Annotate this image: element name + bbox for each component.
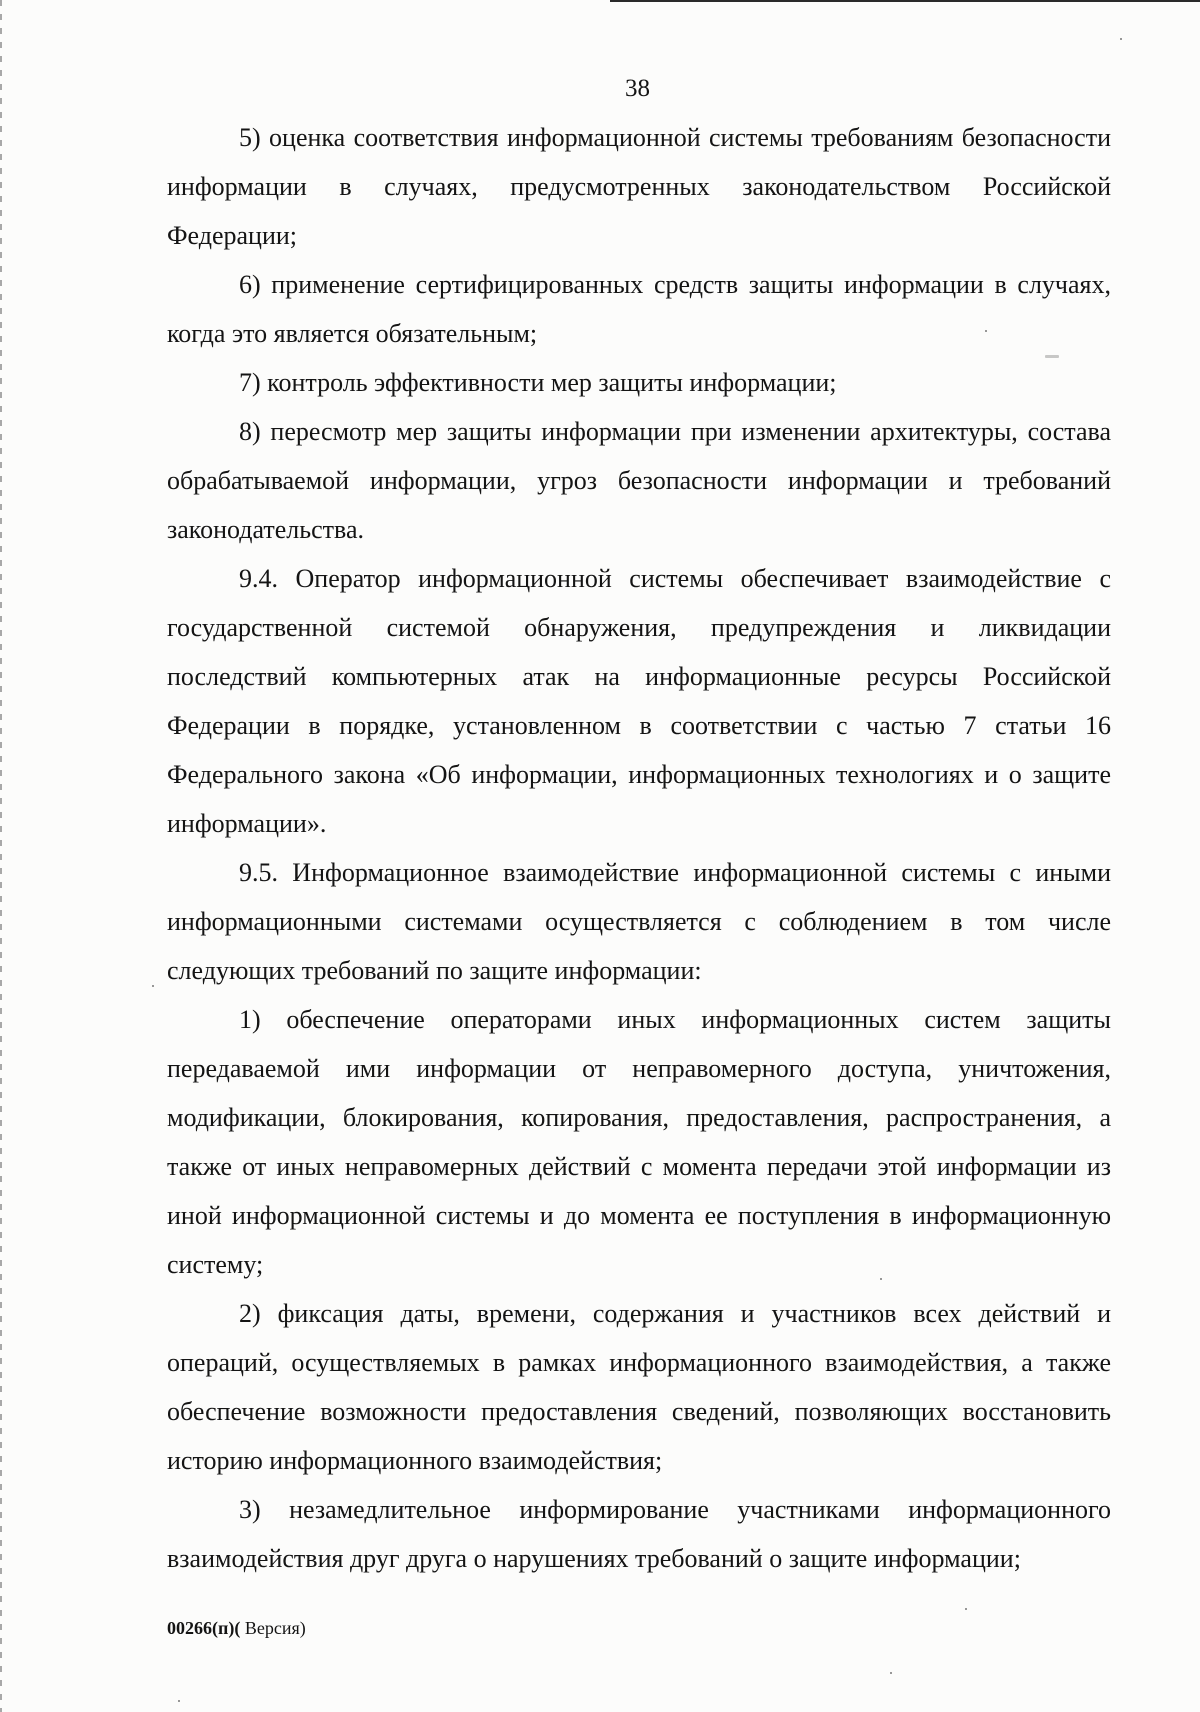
version-label: Версия) xyxy=(240,1618,306,1638)
scan-speck xyxy=(1120,38,1122,40)
scan-speck xyxy=(985,330,987,332)
paragraph-subitem-3: 3) незамедлительное информирование участниками информационного взаимодействия друг друга о нарушениях требований о защите информации; xyxy=(167,1495,1111,1573)
scan-speck xyxy=(880,1278,882,1280)
paragraph-subitem-1: 1) обеспечение операторами иных информационных систем защиты передаваемой ими информации от неправомерного доступа, уничтожения, модификации, блокирования, копирования, предоставления, распространения, а также от иных неправомерных действий с момента передачи этой информации из иной информационной системы и до момента ее поступления в информационную систему; xyxy=(167,1005,1111,1279)
paragraph-item-8: 8) пересмотр мер защиты информации при изменении архитектуры, состава обрабатываемой информации, угроз безопасности информации и требований законодательства. xyxy=(167,417,1111,544)
document-code: 00266(п)( xyxy=(167,1618,241,1638)
paragraph-section-9-5: 9.5. Информационное взаимодействие информационной системы с иными информационными системами осуществляется с соблюдением в том числе следующих требований по защите информации: xyxy=(167,858,1111,985)
document-footer xyxy=(167,1617,306,1639)
paragraph-item-7: 7) контроль эффективности мер защиты информации; xyxy=(239,368,837,397)
top-scan-edge xyxy=(610,0,1200,2)
paragraph-item-6: 6) применение сертифицированных средств защиты информации в случаях, когда это является обязательным; xyxy=(167,270,1111,348)
page-number: 38 xyxy=(625,75,650,102)
paragraph-section-9-4: 9.4. Оператор информационной системы обеспечивает взаимодействие с государственной системой обнаружения, предупреждения и ликвидации последствий компьютерных атак на информационные ресурсы Российской Федерации в порядке, установленном в соответствии с частью 7 статьи 16 Федерального закона «Об информации, информационных технологиях и о защите информации». xyxy=(167,564,1111,838)
document-body xyxy=(167,113,1111,1583)
scan-speck xyxy=(965,1608,967,1610)
paragraph-item-5: 5) оценка соответствия информационной системы требованиям безопасности информации в случаях, предусмотренных законодательством Российской Федерации; xyxy=(167,123,1111,250)
left-scan-edge xyxy=(0,0,2,1712)
paragraph-subitem-2: 2) фиксация даты, времени, содержания и участников всех действий и операций, осуществляемых в рамках информационного взаимодействия, а также обеспечение возможности предоставления сведений, позволяющих восстановить историю информационного взаимодействия; xyxy=(167,1299,1111,1475)
scan-speck xyxy=(1045,355,1059,358)
scan-speck xyxy=(890,1672,892,1674)
scan-speck xyxy=(178,1700,180,1702)
scan-speck xyxy=(152,985,154,987)
